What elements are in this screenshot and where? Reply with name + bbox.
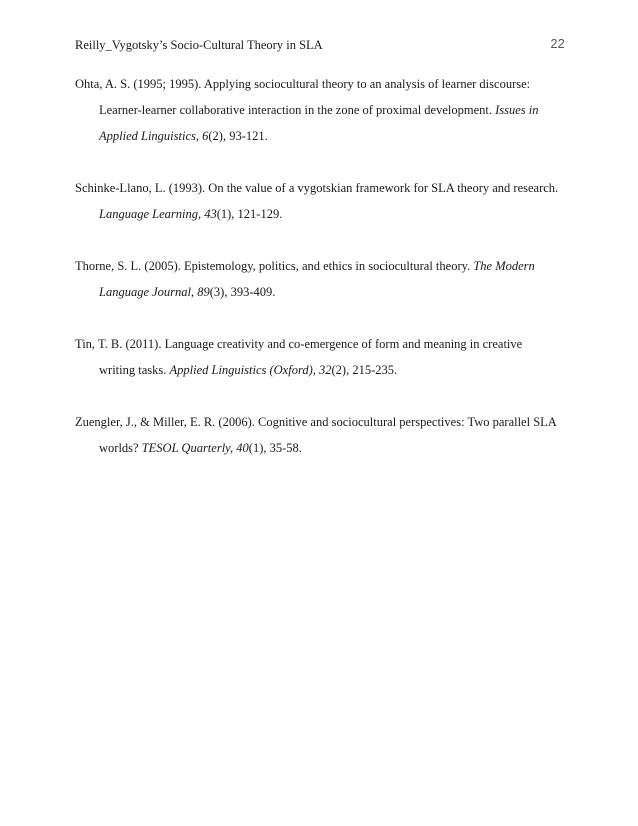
reference-list (75, 71, 575, 487)
reference-entry-tin (75, 331, 575, 383)
reference-line: Tin, T. B. (2011). Language creativity and co-emergence of form and meaning in creative (75, 337, 523, 351)
reference-line (75, 201, 575, 227)
journal-title: Language Learning, 43 (99, 207, 217, 221)
reference-line (75, 357, 575, 383)
reference-entry-thorne (75, 253, 575, 305)
page-number: 22 (550, 37, 565, 51)
reference-text: (1), 35-58. (248, 441, 302, 455)
reference-text: (2), 93-121. (208, 129, 268, 143)
journal-title: The Modern (473, 259, 535, 273)
reference-line (75, 279, 575, 305)
journal-title: Applied Linguistics, 6 (99, 129, 209, 143)
reference-line (75, 435, 575, 461)
journal-title: Applied Linguistics (Oxford), 32 (169, 363, 332, 377)
reference-text: (1), 121-129. (216, 207, 283, 221)
journal-title: Issues in (495, 103, 539, 117)
reference-line (75, 253, 575, 279)
reference-text: Thorne, S. L. (2005). Epistemology, politics, and ethics in sociocultural theory. (75, 259, 474, 273)
reference-line: Zuengler, J., & Miller, E. R. (2006). Cognitive and sociocultural perspectives: Two parallel SLA (75, 415, 557, 429)
reference-entry-schinke-llano (75, 175, 575, 227)
reference-entry-zuengler (75, 409, 575, 461)
reference-text: (3), 393-409. (209, 285, 276, 299)
reference-line (75, 123, 575, 149)
reference-text: worlds? (99, 441, 142, 455)
reference-line: Schinke-Llano, L. (1993). On the value of a vygotskian framework for SLA theory and research. (75, 181, 559, 195)
reference-line (75, 97, 575, 123)
reference-text: writing tasks. (99, 363, 170, 377)
running-head: Reilly_Vygotsky’s Socio-Cultural Theory in SLA (75, 38, 323, 52)
journal-title: TESOL Quarterly, 40 (141, 441, 249, 455)
reference-line: Ohta, A. S. (1995; 1995). Applying sociocultural theory to an analysis of learner discourse: (75, 77, 531, 91)
reference-text: Learner-learner collaborative interaction in the zone of proximal development. (99, 103, 496, 117)
journal-title: Language Journal, 89 (99, 285, 210, 299)
reference-text: (2), 215-235. (331, 363, 398, 377)
reference-entry-ohta (75, 71, 575, 149)
